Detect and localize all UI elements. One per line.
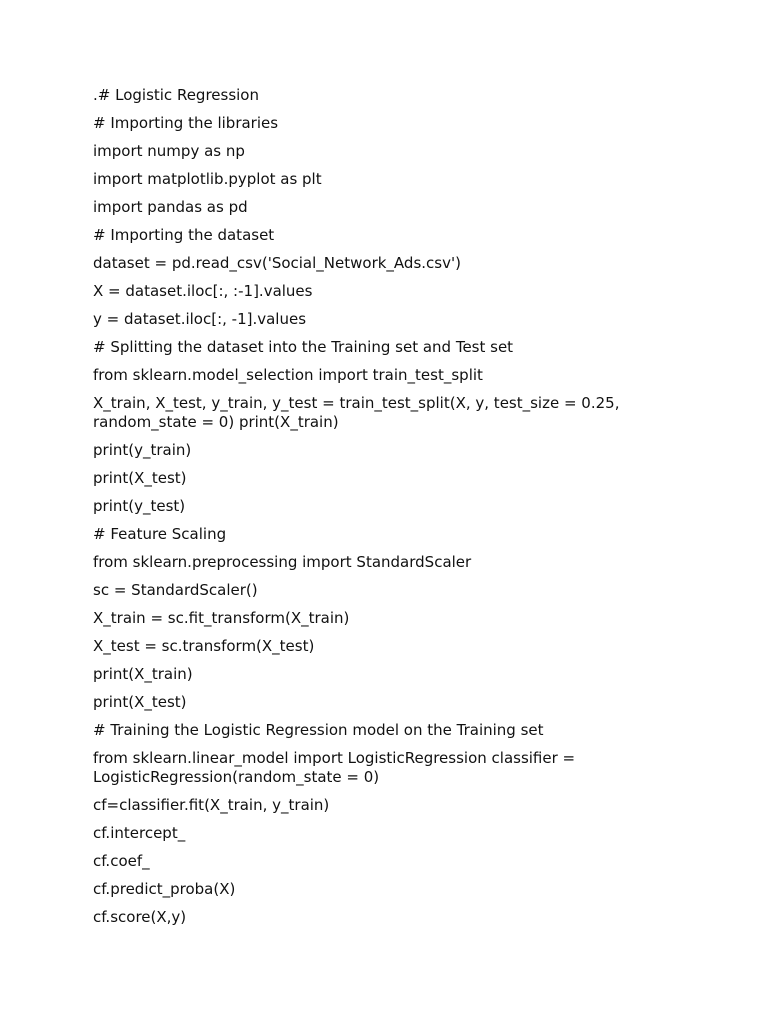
code-line: print(X_test) — [93, 693, 187, 711]
comment-line: # Importing the dataset — [93, 226, 275, 244]
comment-line: # Training the Logistic Regression model on the Training set — [93, 721, 544, 739]
code-line: sc = StandardScaler() — [93, 581, 258, 599]
code-line: cf.score(X,y) — [93, 908, 187, 926]
code-line: y = dataset.iloc[:, -1].values — [93, 310, 307, 328]
code-line: import pandas as pd — [93, 198, 248, 216]
comment-line: # Importing the libraries — [93, 114, 279, 132]
code-line: print(X_test) — [93, 469, 187, 487]
comment-line: .# Logistic Regression — [93, 86, 259, 104]
code-line: X_train = sc.fit_transform(X_train) — [93, 609, 350, 627]
code-line: from sklearn.linear_model import LogisticRegression classifier = LogisticRegression(random_state = 0) — [93, 749, 576, 786]
code-line: cf.predict_proba(X) — [93, 880, 236, 898]
code-line: import numpy as np — [93, 142, 245, 160]
comment-line: # Feature Scaling — [93, 525, 227, 543]
code-line: cf.intercept_ — [93, 824, 186, 842]
code-line: print(y_train) — [93, 441, 192, 459]
code-line: X_train, X_test, y_train, y_test = train_test_split(X, y, test_size = 0.25, random_state = 0) print(X_train) — [93, 394, 620, 431]
code-line: from sklearn.model_selection import train_test_split — [93, 366, 483, 384]
comment-line: # Splitting the dataset into the Training set and Test set — [93, 338, 514, 356]
code-line: print(y_test) — [93, 497, 186, 515]
code-document — [93, 86, 653, 936]
code-line: import matplotlib.pyplot as plt — [93, 170, 322, 188]
code-line: print(X_train) — [93, 665, 193, 683]
code-line: cf=classifier.fit(X_train, y_train) — [93, 796, 330, 814]
code-line: cf.coef_ — [93, 852, 150, 870]
code-line: from sklearn.preprocessing import StandardScaler — [93, 553, 472, 571]
code-line: dataset = pd.read_csv('Social_Network_Ads.csv') — [93, 254, 461, 272]
code-line: X_test = sc.transform(X_test) — [93, 637, 315, 655]
code-line: X = dataset.iloc[:, :-1].values — [93, 282, 313, 300]
